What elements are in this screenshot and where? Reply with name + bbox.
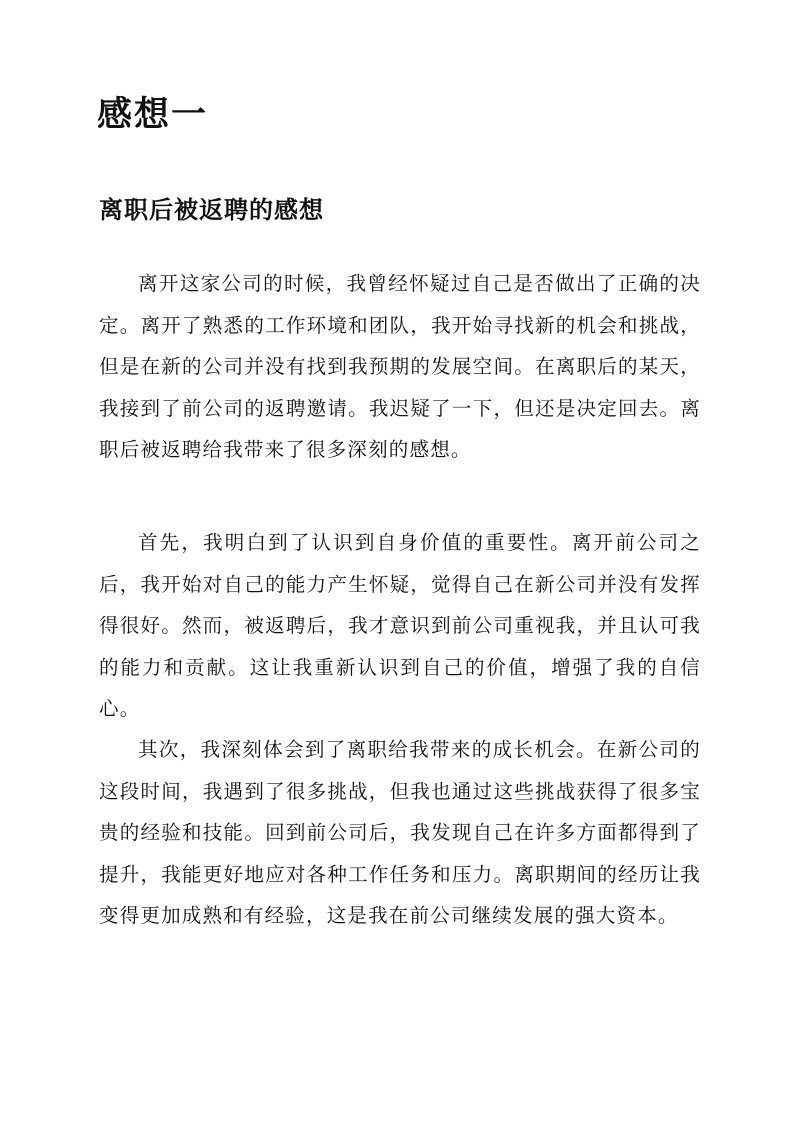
paragraph-1: 离开这家公司的时候，我曾经怀疑过自己是否做出了正确的决定。离开了熟悉的工作环境和团队，我开始寻找新的机会和挑战，但是在新的公司并没有找到我预期的发展空间。在离职后的某天，我接到了前公司的返聘邀请。我迟疑了一下，但还是决定回去。离职后被返聘给我带来了很多深刻的感想。 — [99, 272, 701, 461]
section-title: 离职后被返聘的感想 — [99, 195, 324, 224]
paragraph-2: 首先，我明白到了认识到自身价值的重要性。离开前公司之后，我开始对自己的能力产生怀疑，觉得自己在新公司并没有发挥得很好。然而，被返聘后，我才意识到前公司重视我，并且认可我的能力和贡献。这让我重新认识到自己的价值，增强了我的自信心。 — [99, 531, 701, 720]
paragraph-3: 其次，我深刻体会到了离职给我带来的成长机会。在新公司的这段时间，我遇到了很多挑战，但我也通过这些挑战获得了很多宝贵的经验和技能。回到前公司后，我发现自己在许多方面都得到了提升，我能更好地应对各种工作任务和压力。离职期间的经历让我变得更加成熟和有经验，这是我在前公司继续发展的强大资本。 — [99, 738, 701, 927]
document-title: 感想一 — [97, 94, 209, 135]
